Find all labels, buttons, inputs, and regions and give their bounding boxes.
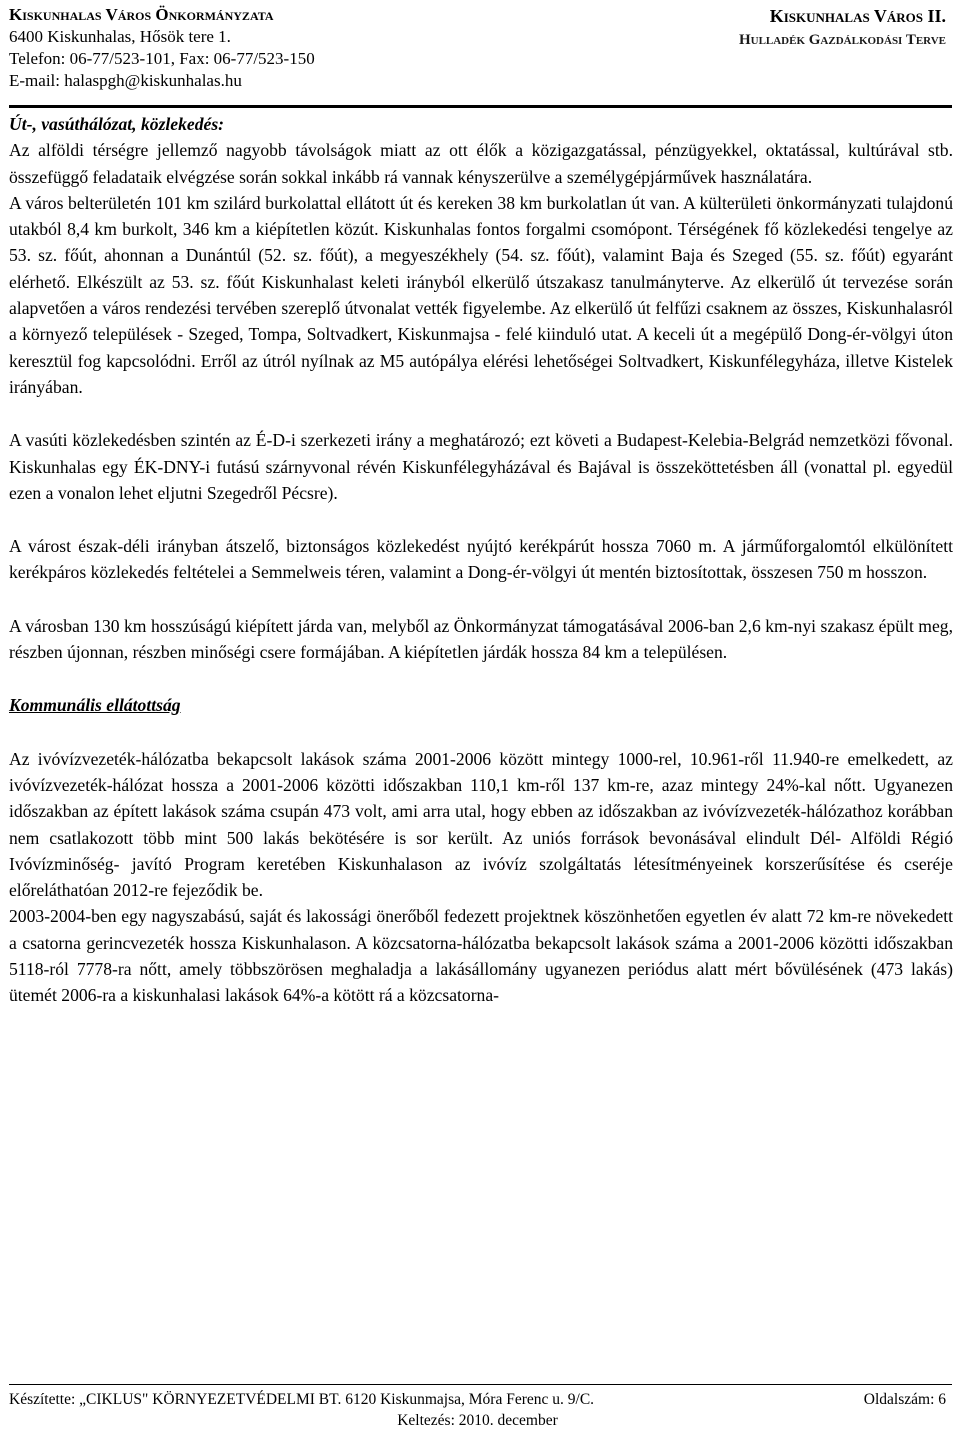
paragraph-gap <box>9 719 953 746</box>
footer-divider <box>9 1384 952 1385</box>
paragraph: A város belterületén 101 km szilárd burkolattal ellátott út és kereken 38 km burkolatlan út van. A külterületi önkormányzati tulajdonú utakból 8,4 km burkolt, 346 km a kiépítetlen közút. Kiskunhalas fontos forgalmi csomópont. Térségének fő közlekedési tengelye az 53. sz. főút, ahonnan a Dunántúl (52. sz. főút), a megyeszékhely (54. sz. főút), valamint Baja és Szeged (55. sz. főút) egyaránt elérhető. Elkészült az 53. sz. főút Kiskunhalast keleti irányból elkerülő útszakasz tanulmányterve. Az elkerülő út tervezése során alapvetően a város rendezési tervében szereplő útvonalat vették figyelembe. Az elkerülő út felfűzi csaknem az összes, Kiskunhalasról a környező települések - Szeged, Tompa, Soltvadkert, Kiskunmajsa - felé kiinduló utat. A keceli út a megépülő Dong-ér-völgyi úton keresztül fog kapcsolódni. Erről az útról nyílnak az M5 autópálya elérési lehetőségei Soltvadkert, Kiskunfélegyháza, illetve Kistelek irányában. <box>9 192 953 397</box>
footer-page-number: Oldalszám: 6 <box>863 1391 946 1408</box>
header-divider <box>9 105 952 108</box>
org-phone: Telefon: 06-77/523-101, Fax: 06-77/523-150 <box>9 49 315 68</box>
section-title-utilities: Kommunális ellátottság <box>9 695 181 716</box>
org-name: Kiskunhalas Város Önkormányzata <box>9 5 274 24</box>
paragraph-gap <box>9 506 953 533</box>
footer-date: Keltezés: 2010. december <box>397 1412 558 1429</box>
header-title-block <box>739 4 946 52</box>
org-address: 6400 Kiskunhalas, Hősök tere 1. <box>9 27 231 46</box>
paragraph: A vasúti közlekedésben szintén az É-D-i szerkezeti irány a meghatározó; ezt követi a Budapest-Kelebia-Belgrád nemzetközi fővonal. Kiskunhalas egy ÉK-DNY-i futású szárnyvonal révén Kiskunfélegyházával és Bajával is összeköttetésben áll (vonattal pl. egyedül ezen a vonalon lehet eljutni Szegedről Pécsre). <box>9 430 953 503</box>
paragraph: 2003-2004-ben egy nagyszabású, saját és lakossági önerőből fedezett projektnek köszönhetően egyetlen év alatt 72 km-re növekedett a csatorna gerincvezeték hossza Kiskunhalason. A közcsatorna-hálózatba bekapcsolt lakások száma a 2001-2006 közötti időszakban 5118-ról 7778-ra nőtt, amely többszörösen meghaladja a lakásállomány ugyanezen periódus alatt mért bővülésének (473 lakás) ütemét 2006-ra a kiskunhalasi lakások 64%-a kötött rá a közcsatorna- <box>9 906 953 1006</box>
header-contact-block <box>9 4 315 92</box>
paragraph-gap <box>9 586 953 613</box>
footer-author: Készítette: „CIKLUS" KÖRNYEZETVÉDELMI BT. 6120 Kiskunmajsa, Móra Ferenc u. 9/C. <box>9 1391 595 1408</box>
paragraph: A városban 130 km hosszúságú kiépített járda van, melyből az Önkormányzat támogatásával 2006-ban 2,6 km-nyi szakasz épült meg, részben újonnan, részben minőségi csere formájában. A kiépítetlen járdák hossza 84 km a településen. <box>9 615 953 663</box>
org-email: E-mail: halaspgh@kiskunhalas.hu <box>9 71 242 90</box>
doc-subtitle: Hulladék Gazdálkodási Terve <box>738 32 946 48</box>
section-title-transport: Út-, vasúthálózat, közlekedés: <box>9 114 225 134</box>
paragraph-gap <box>9 665 953 692</box>
doc-title: Kiskunhalas Város II. <box>769 6 946 26</box>
paragraph: Az ivóvízvezeték-hálózatba bekapcsolt lakások száma 2001-2006 között mintegy 1000-rel, 10.961-ről 11.940-re emelkedett, az ivóvízvezeték-hálózat hossza a 2001-2006 közötti időszakban 110,1 km-ről 137 km-re, azaz mintegy 24%-kal nőtt. Ugyanezen időszakban az épített lakások száma csupán 473 volt, ami arra utal, hogy ebben az időszakban az ivóvízvezeték-hálózathoz korábban nem csatlakozott több mint 500 lakás bekötésére is sor került. Az uniós források bevonásával elindult Dél- Alföldi Régió Ivóvízminőség- javító Program keretében Kiskunhalason az ivóvíz szolgáltatás létesítményeinek korszerűsítése és cseréje előreláthatóan 2012-re fejeződik be. <box>9 748 953 901</box>
paragraph: A várost észak-déli irányban átszelő, biztonságos közlekedést nyújtó kerékpárút hossza 7060 m. A járműforgalomtól elkülönített kerékpáros közlekedés feltételei a Semmelweis téren, valamint a Dong-ér-völgyi út mentén biztosítottak, összesen 750 m hosszon. <box>9 536 953 583</box>
page-body <box>9 111 953 1009</box>
paragraph-gap <box>9 400 953 427</box>
paragraph: Az alföldi térségre jellemző nagyobb távolságok miatt az ott élők a közigazgatással, pénzügyekkel, oktatással, kultúrával stb. összefüggő feladataik elvégzése során sokkal inkább rá vannak kényszerülve a személygépjárművek használatára. <box>9 140 953 187</box>
